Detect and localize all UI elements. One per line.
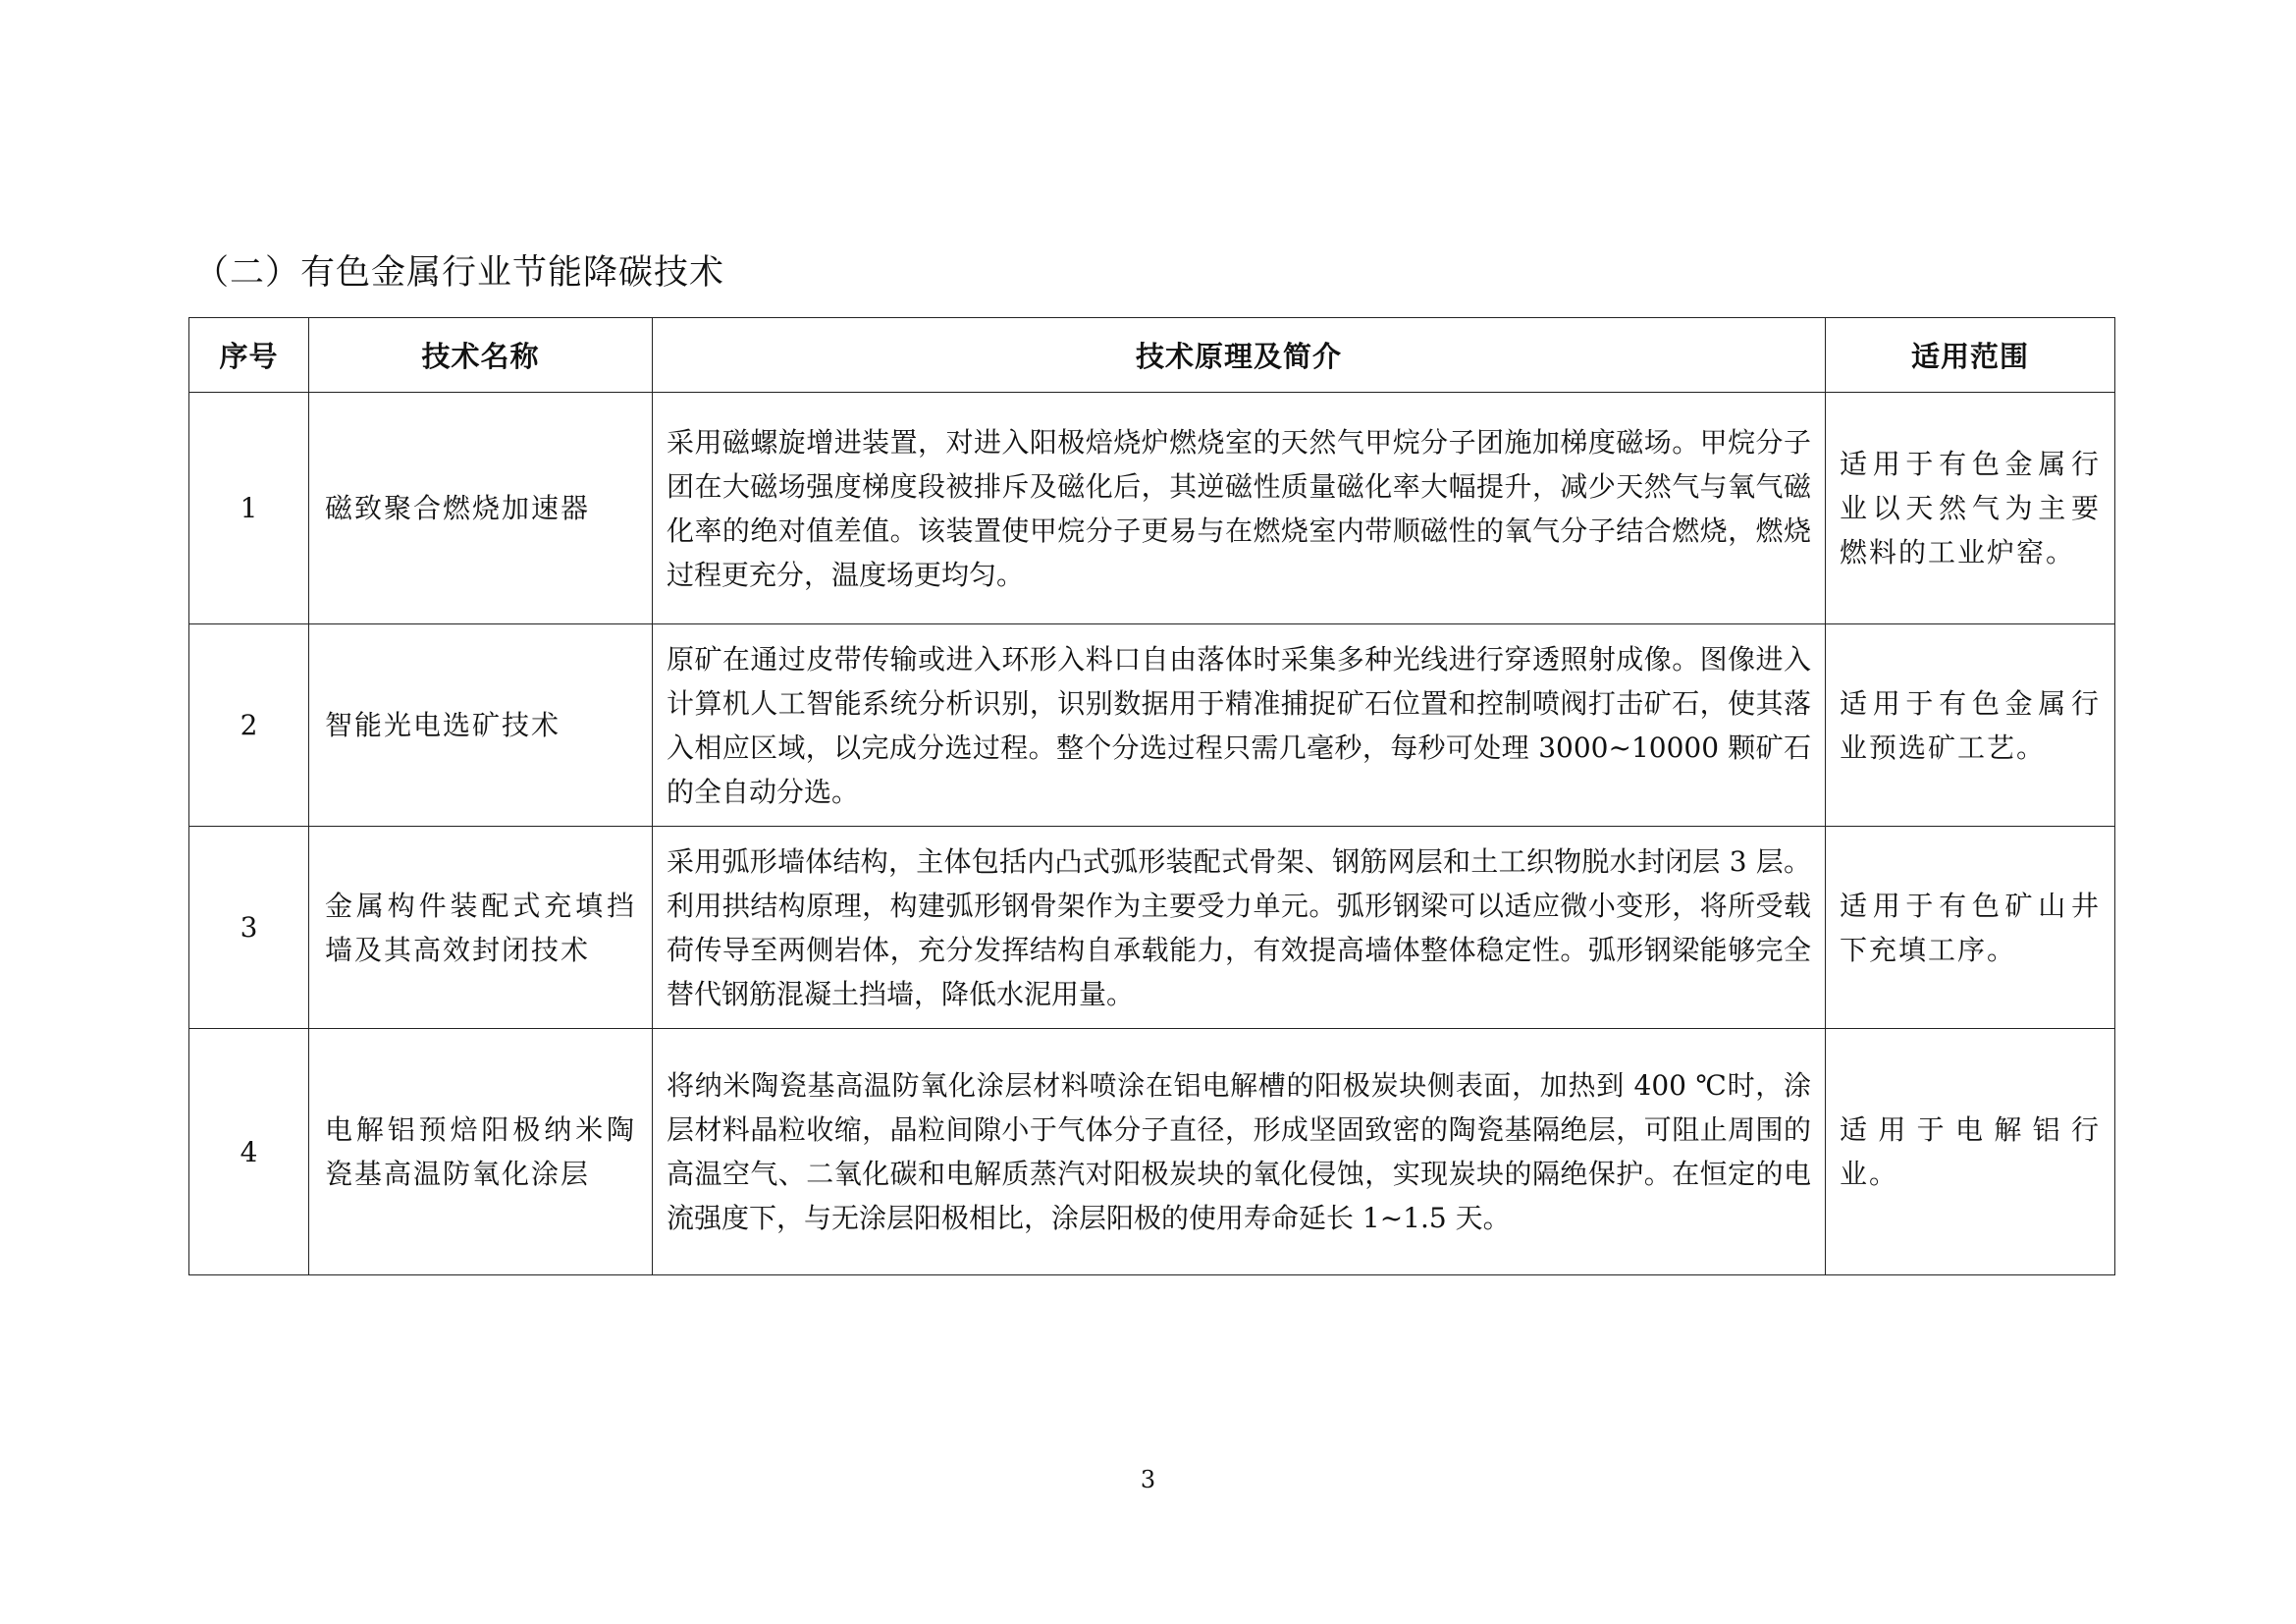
row-scope: 适用于有色金属行业预选矿工艺。 [1826,624,2115,827]
header-no: 序号 [189,318,309,393]
row-desc: 原矿在通过皮带传输或进入环形入料口自由落体时采集多种光线进行穿透照射成像。图像进入计算机人工智能系统分析识别，识别数据用于精准捕捉矿石位置和控制喷阀打击矿石，使其落入相应区域，以完成分选过程。整个分选过程只需几毫秒，每秒可处理 3000~10000 颗矿石的全自动分选。 [653,624,1826,827]
header-desc: 技术原理及简介 [653,318,1826,393]
row-desc: 将纳米陶瓷基高温防氧化涂层材料喷涂在铝电解槽的阳极炭块侧表面，加热到 400 ℃时，涂层材料晶粒收缩，晶粒间隙小于气体分子直径，形成坚固致密的陶瓷基隔绝层，可阻止周围的高温空气、二氧化碳和电解质蒸汽对阳极炭块的氧化侵蚀，实现炭块的隔绝保护。在恒定的电流强度下，与无涂层阳极相比，涂层阳极的使用寿命延长 1~1.5 天。 [653,1029,1826,1275]
row-no: 4 [189,1029,309,1275]
row-name: 电解铝预焙阳极纳米陶瓷基高温防氧化涂层 [309,1029,653,1275]
table-row [189,1029,2115,1275]
table-row [189,827,2115,1029]
header-name: 技术名称 [309,318,653,393]
row-no: 2 [189,624,309,827]
row-scope: 适用于有色金属行业以天然气为主要燃料的工业炉窑。 [1826,393,2115,624]
table-header-row [189,318,2115,393]
table-row [189,393,2115,624]
row-name: 磁致聚合燃烧加速器 [309,393,653,624]
row-no: 3 [189,827,309,1029]
table-row [189,624,2115,827]
technology-table [188,317,2115,1275]
row-desc: 采用磁螺旋增进装置，对进入阳极焙烧炉燃烧室的天然气甲烷分子团施加梯度磁场。甲烷分子团在大磁场强度梯度段被排斥及磁化后，其逆磁性质量磁化率大幅提升，减少天然气与氧气磁化率的绝对值差值。该装置使甲烷分子更易与在燃烧室内带顺磁性的氧气分子结合燃烧，燃烧过程更充分，温度场更均匀。 [653,393,1826,624]
header-scope: 适用范围 [1826,318,2115,393]
row-name: 金属构件装配式充填挡墙及其高效封闭技术 [309,827,653,1029]
row-no: 1 [189,393,309,624]
page-number: 3 [1140,1466,1156,1493]
row-name: 智能光电选矿技术 [309,624,653,827]
row-scope: 适用于有色矿山井下充填工序。 [1826,827,2115,1029]
row-scope: 适用于电解铝行业。 [1826,1029,2115,1275]
section-title: （二）有色金属行业节能降碳技术 [194,253,725,293]
row-desc: 采用弧形墙体结构，主体包括内凸式弧形装配式骨架、钢筋网层和土工织物脱水封闭层 3 层。利用拱结构原理，构建弧形钢骨架作为主要受力单元。弧形钢梁可以适应微小变形，将所受载荷传导至两侧岩体，充分发挥结构自承载能力，有效提高墙体整体稳定性。弧形钢梁能够完全替代钢筋混凝土挡墙，降低水泥用量。 [653,827,1826,1029]
